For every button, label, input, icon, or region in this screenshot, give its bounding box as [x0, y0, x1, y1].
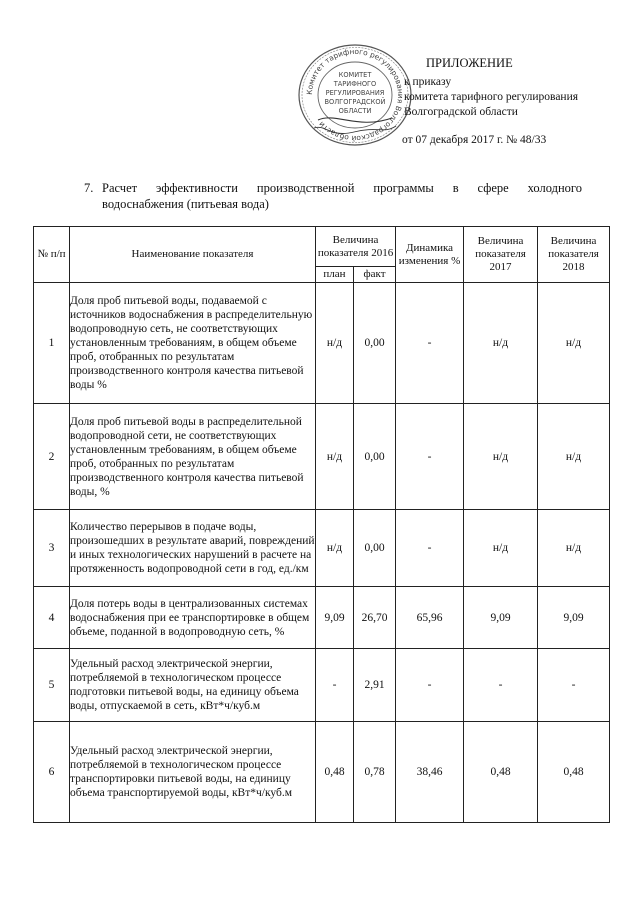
row-name: Удельный расход электрической энергии, потребляемой в технологическом процессе транспортировки питьевой воды, на единицу объема транспортируемой воды, кВт*ч/куб.м	[70, 722, 316, 823]
section-number: 7.	[84, 181, 94, 195]
official-seal	[296, 42, 414, 148]
row-dynamics: -	[396, 283, 464, 404]
seal-line-1: КОМИТЕТ	[338, 71, 372, 79]
row-name: Удельный расход электрической энергии, потребляемой в технологическом процессе подготовки питьевой воды, на единицу объема воды, отпускаемой в сеть, кВт*ч/куб.м	[70, 649, 316, 722]
seal-line-2: ТАРИФНОГО	[333, 80, 377, 88]
row-num: 2	[34, 404, 70, 510]
row-dynamics: 65,96	[396, 587, 464, 649]
header-name: Наименование показателя	[70, 227, 316, 283]
header-2018: Величина показателя 2018	[538, 227, 610, 283]
row-plan: н/д	[316, 283, 354, 404]
table-row	[34, 404, 610, 510]
row-plan: 0,48	[316, 722, 354, 823]
header-plan: план	[316, 267, 354, 283]
header-line-order: к приказу	[404, 76, 452, 88]
row-2017: 9,09	[464, 587, 538, 649]
row-fact: 26,70	[354, 587, 396, 649]
row-fact: 0,00	[354, 510, 396, 587]
row-dynamics: -	[396, 404, 464, 510]
row-2018: н/д	[538, 404, 610, 510]
row-2017: 0,48	[464, 722, 538, 823]
row-dynamics: -	[396, 649, 464, 722]
row-name: Доля потерь воды в централизованных системах водоснабжения при ее транспортировке в общем объеме, поданной в водопроводную сеть, %	[70, 587, 316, 649]
row-num: 3	[34, 510, 70, 587]
header-line-date: от 07 декабря 2017 г. № 48/33	[402, 134, 547, 146]
appendix-header	[402, 56, 578, 148]
row-plan: н/д	[316, 510, 354, 587]
efficiency-table	[33, 226, 610, 823]
table-row	[34, 283, 610, 404]
header-2016: Величина показателя 2016	[316, 227, 396, 267]
row-2018: 0,48	[538, 722, 610, 823]
row-2017: н/д	[464, 283, 538, 404]
row-plan: н/д	[316, 404, 354, 510]
appendix-title: ПРИЛОЖЕНИЕ	[426, 56, 513, 70]
row-2018: 9,09	[538, 587, 610, 649]
table-header-row	[34, 227, 610, 267]
row-fact: 0,00	[354, 283, 396, 404]
table-row	[34, 587, 610, 649]
row-fact: 0,00	[354, 404, 396, 510]
seal-line-4: ВОЛГОГРАДСКОЙ	[324, 98, 386, 106]
table-row	[34, 649, 610, 722]
row-2018: н/д	[538, 510, 610, 587]
row-plan: -	[316, 649, 354, 722]
row-2017: -	[464, 649, 538, 722]
row-num: 4	[34, 587, 70, 649]
row-name: Доля проб питьевой воды, подаваемой с источников водоснабжения в распределительную водопроводную сеть, не соответствующих установленным требованиям, в общем объеме проб, отобранных по результатам производственного контроля качества питьевой воды %	[70, 283, 316, 404]
seal-line-3: РЕГУЛИРОВАНИЯ	[325, 89, 385, 97]
table-row	[34, 722, 610, 823]
header-line-region: Волгоградской области	[404, 106, 518, 118]
row-name: Количество перерывов в подаче воды, произошедших в результате аварий, повреждений и иных технологических нарушений в расчете на протяженность водопроводной сети в год, ед./км	[70, 510, 316, 587]
row-2018: н/д	[538, 283, 610, 404]
table-row	[34, 510, 610, 587]
header-fact: факт	[354, 267, 396, 283]
row-2018: -	[538, 649, 610, 722]
section-heading-line-2: водоснабжения (питьевая вода)	[102, 197, 269, 211]
row-fact: 2,91	[354, 649, 396, 722]
row-plan: 9,09	[316, 587, 354, 649]
seal-ring-text: Комитет тарифного регулирования Волгоградской области	[304, 46, 406, 144]
row-num: 6	[34, 722, 70, 823]
row-num: 5	[34, 649, 70, 722]
row-dynamics: -	[396, 510, 464, 587]
header-dynamics: Динамика изменения %	[396, 227, 464, 283]
section-heading	[84, 180, 582, 212]
section-heading-line-1: Расчет эффективности производственной программы в сфере холодного	[102, 181, 582, 195]
row-2017: н/д	[464, 404, 538, 510]
header-line-committee: комитета тарифного регулирования	[404, 91, 579, 103]
row-num: 1	[34, 283, 70, 404]
row-dynamics: 38,46	[396, 722, 464, 823]
row-name: Доля проб питьевой воды в распределительной водопроводной сети, не соответствующих установленным требованиям, в общем объеме проб, отобранных по результатам производственного контроля качества питьевой воды, %	[70, 404, 316, 510]
row-2017: н/д	[464, 510, 538, 587]
seal-line-5: ОБЛАСТИ	[338, 107, 372, 115]
header-num: № п/п	[34, 227, 70, 283]
row-fact: 0,78	[354, 722, 396, 823]
header-2017: Величина показателя 2017	[464, 227, 538, 283]
